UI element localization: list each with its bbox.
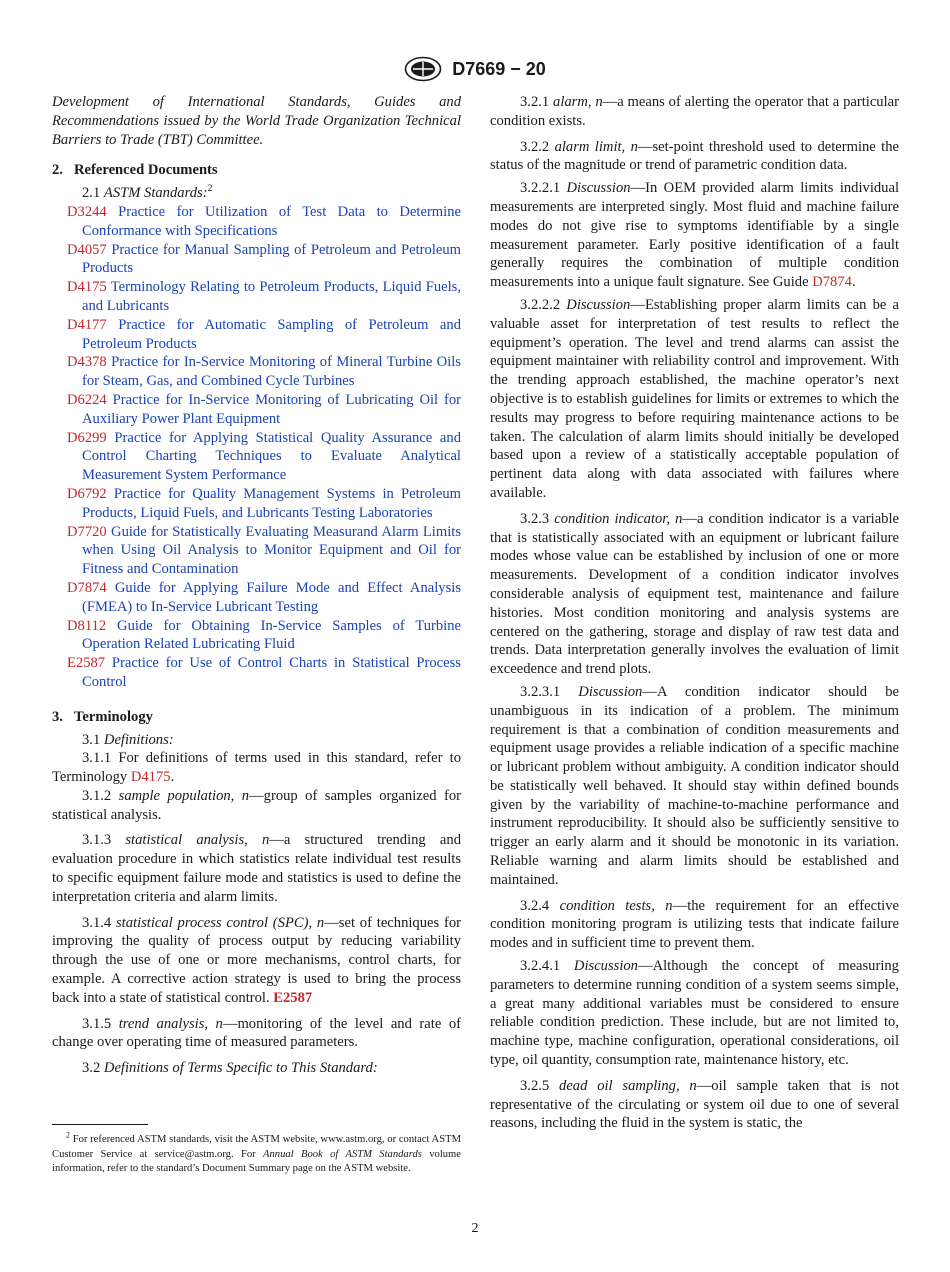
reference-title-link[interactable]: Practice for In-Service Monitoring of Lubricating Oil for Auxiliary Power Plant Equipment [82,391,461,427]
reference-title-link[interactable]: Practice for Manual Sampling of Petroleum and Petroleum Products [82,241,461,277]
reference-code-link[interactable]: D3244 [67,203,107,220]
reference-title-link[interactable]: Practice for In-Service Monitoring of Mineral Turbine Oils for Steam, Gas, and Combined Cycle Turbines [82,354,461,390]
reference-item [52,579,461,617]
reference-item [52,654,461,692]
discussion-3-2-2-1: 3.2.2.1 Discussion—In OEM provided alarm limits individual measurements are interpreted singly. Most fluid and machine failure modes do not give rise to symptoms identifiable by a single measurement parameter. Early positive identification of a fault generally requires the combination of multiple condition measurements into a unique fault signature. See Guide D7874. [490,180,900,291]
reference-code-link[interactable]: D6224 [67,391,107,408]
discussion-3-2-4-1: 3.2.4.1 Discussion—Although the concept of measuring parameters to determine running condition of a system seems simple, a great many additional variables must be considered to ensure reliable condition prediction. These include, but are not limited to, machine type, machine configuration, operational considerations, oil type, oil quantity, consumption rate, maintenance history, etc. [490,958,899,1069]
page-number: 2 [471,1221,479,1236]
reference-title-link[interactable]: Practice for Utilization of Test Data to Determine Conformance with Specifications [82,203,461,239]
discussion-3-2-2-2: 3.2.2.2 Discussion—Establishing proper alarm limits can be a valuable asset for interpretation of test results to reflect the equipment’s operation. The level and trend alarms can assist the equipment maintainer with reliability control and improvement. With the trending approach established, the machine operator’s next objective is to establish guidelines for limits or extremes to which the results may progress to before requiring maintenance actions to be taken. The calculation of alarm limits should initially be developed based upon a review of a statistically acceptable population of pertinent data along with data associated with failures where available. [490,296,899,501]
reference-item [52,203,461,241]
reference-code-link[interactable]: D4177 [67,316,107,333]
subsection-astm-standards: 2.1 ASTM Standards:$^2$ [82,184,213,202]
reference-code-link[interactable]: D4378 [67,354,107,371]
reference-code-link[interactable]: D6792 [67,485,107,502]
reference-title-link[interactable]: Practice for Applying Statistical Quality Assurance and Control Charting Techniques to Evaluate Analytical Measurement System Performance [82,429,461,484]
definition-3-1-2: 3.1.2 sample population, n—group of samples organized for statistical analysis. [52,787,461,823]
reference-link-d7874[interactable]: D7874 [812,274,852,291]
reference-item [52,241,461,279]
reference-code-link[interactable]: D7720 [67,523,107,540]
reference-item [52,278,461,316]
reference-code-link[interactable]: D7874 [67,579,107,596]
definition-3-2-4: 3.2.4 condition tests, n—the requirement for an effective condition monitoring program is utilizing tests that indicate failure modes and in sufficient time to prevent them. [490,897,899,952]
discussion-3-2-3-1: 3.2.3.1 Discussion—A condition indicator should be unambiguous in its indication of a problem. The minimum requirement is that a combination of condition measurements and equipment usage provides a reliable indication of a specific machine or lubricant problem without ambiguity. A condition indicator should be statistically well behaved. It should stay within defined bounds given by the variability of machine-to-machine performance and instrument reproducibility. It should also be sufficiently sensitive to trigger an early alarm and it should be monotonic in its variation. Reliable warning and alarm limits should be established and maintained. [490,683,899,888]
footnote-divider [52,1124,148,1125]
reference-title-link[interactable]: Practice for Automatic Sampling of Petroleum and Petroleum Products [82,316,462,352]
definition-3-2-5: 3.2.5 dead oil sampling, n—oil sample taken that is not representative of the circulating or system oil due to one of several reasons, including the fluid in the system is static, the [490,1077,899,1132]
reference-title-link[interactable]: Terminology Relating to Petroleum Products, Liquid Fuels, and Lubricants [82,279,462,314]
reference-title-link[interactable]: Practice for Use of Control Charts in Statistical Process Control [82,655,461,690]
reference-title-link[interactable]: Guide for Obtaining In-Service Samples of Turbine Operation Related Lubricating Fluid [82,617,461,653]
definition-3-1-4: 3.1.4 statistical process control (SPC), n—set of techniques for improving the quality of process output by reducing variability through the use of one or more mechanisms, control charts, for example. A corrective action strategy is used to bring the process back into a state of statistical control. E2587 [52,914,461,1006]
reference-title-link[interactable]: Guide for Applying Failure Mode and Effect Analysis (FMEA) to In-Service Lubricant Testing [82,579,462,615]
reference-item [52,617,461,655]
reference-item [52,523,461,579]
definition-3-2-3: 3.2.3 condition indicator, n—a condition indicator is a variable that is statistically associated with an equipment or lubricant failure modes whose value can be established by inclusion of one or more measurements. Development of a condition indicator involves considerable analysis of equipment test, maintenance and failure histories. Most condition monitoring and analysis systems are centered on the gathering, storage and display of raw test data and trends. Data interpretation generally involves the evaluation of limit exceedence and trend plots. [490,510,899,678]
definition-3-2-1: 3.2.1 alarm, n—a means of alerting the operator that a particular condition exists. [490,94,899,129]
astm-logo-icon [404,56,442,82]
definition-3-2-2: 3.2.2 alarm limit, n—set-point threshold used to determine the status of the magnitude or trend of parametric condition data. [490,138,899,174]
reference-code-link[interactable]: D4057 [67,241,107,258]
reference-item [52,485,461,523]
reference-code-link[interactable]: E2587 [67,655,106,672]
section-heading-referenced-documents: 2. Referenced Documents [52,162,218,179]
reference-title-link[interactable]: Guide for Statistically Evaluating Measurand Alarm Limits when Using Oil Analysis to Monitor Equipment and Oil for Fitness and Contamination [82,523,461,578]
definitions-subsection: 3.1 Definitions: [82,731,174,748]
intro-paragraph: Development of International Standards, Guides and Recommendations issued by the World Trade Organization Technical Barriers to Trade (TBT) Committee. [52,94,461,148]
reference-item [52,391,461,429]
definition-3-1-5: 3.1.5 trend analysis, n—monitoring of the level and rate of change over operating time of measured parameters. [52,1015,461,1051]
definition-3-1-1: 3.1.1 For definitions of terms used in this standard, refer to Terminology D4175. [52,750,461,786]
definitions-specific-subsection: 3.2 Definitions of Terms Specific to This Standard: [82,1060,378,1077]
standard-designation: D7669 − 20 [452,58,546,79]
referenced-documents-list [52,203,461,692]
reference-item [52,316,461,354]
reference-item [52,353,461,391]
definition-3-1-3: 3.1.3 statistical analysis, n—a structured trending and evaluation procedure in which statistics relate individual test results to specific equipment failure mode and statistics is used to define the interpretation criteria and alarm limits. [52,832,461,905]
reference-code-link[interactable]: D8112 [67,617,107,634]
section-heading-terminology: 3. Terminology [52,708,153,725]
reference-code-link[interactable]: D6299 [67,429,107,446]
reference-item [52,429,461,485]
reference-title-link[interactable]: Practice for Quality Management Systems in Petroleum Products, Liquid Fuels, and Lubricants Testing Laboratories [82,485,461,521]
reference-link-e2587[interactable]: E2587 [273,989,313,1006]
reference-link-d4175[interactable]: D4175 [130,769,171,786]
page-header [0,56,950,82]
left-column [52,93,461,1078]
footnote: $^2$ For referenced ASTM standards, visit the ASTM website, www.astm.org, or contact ASTM Customer Service at service@astm.org. For Annual Book of ASTM Standards volume information, refer to the standard’s Document Summary page on the ASTM website. [52,1130,461,1175]
right-column [490,93,899,1133]
reference-code-link[interactable]: D4175 [67,279,107,296]
